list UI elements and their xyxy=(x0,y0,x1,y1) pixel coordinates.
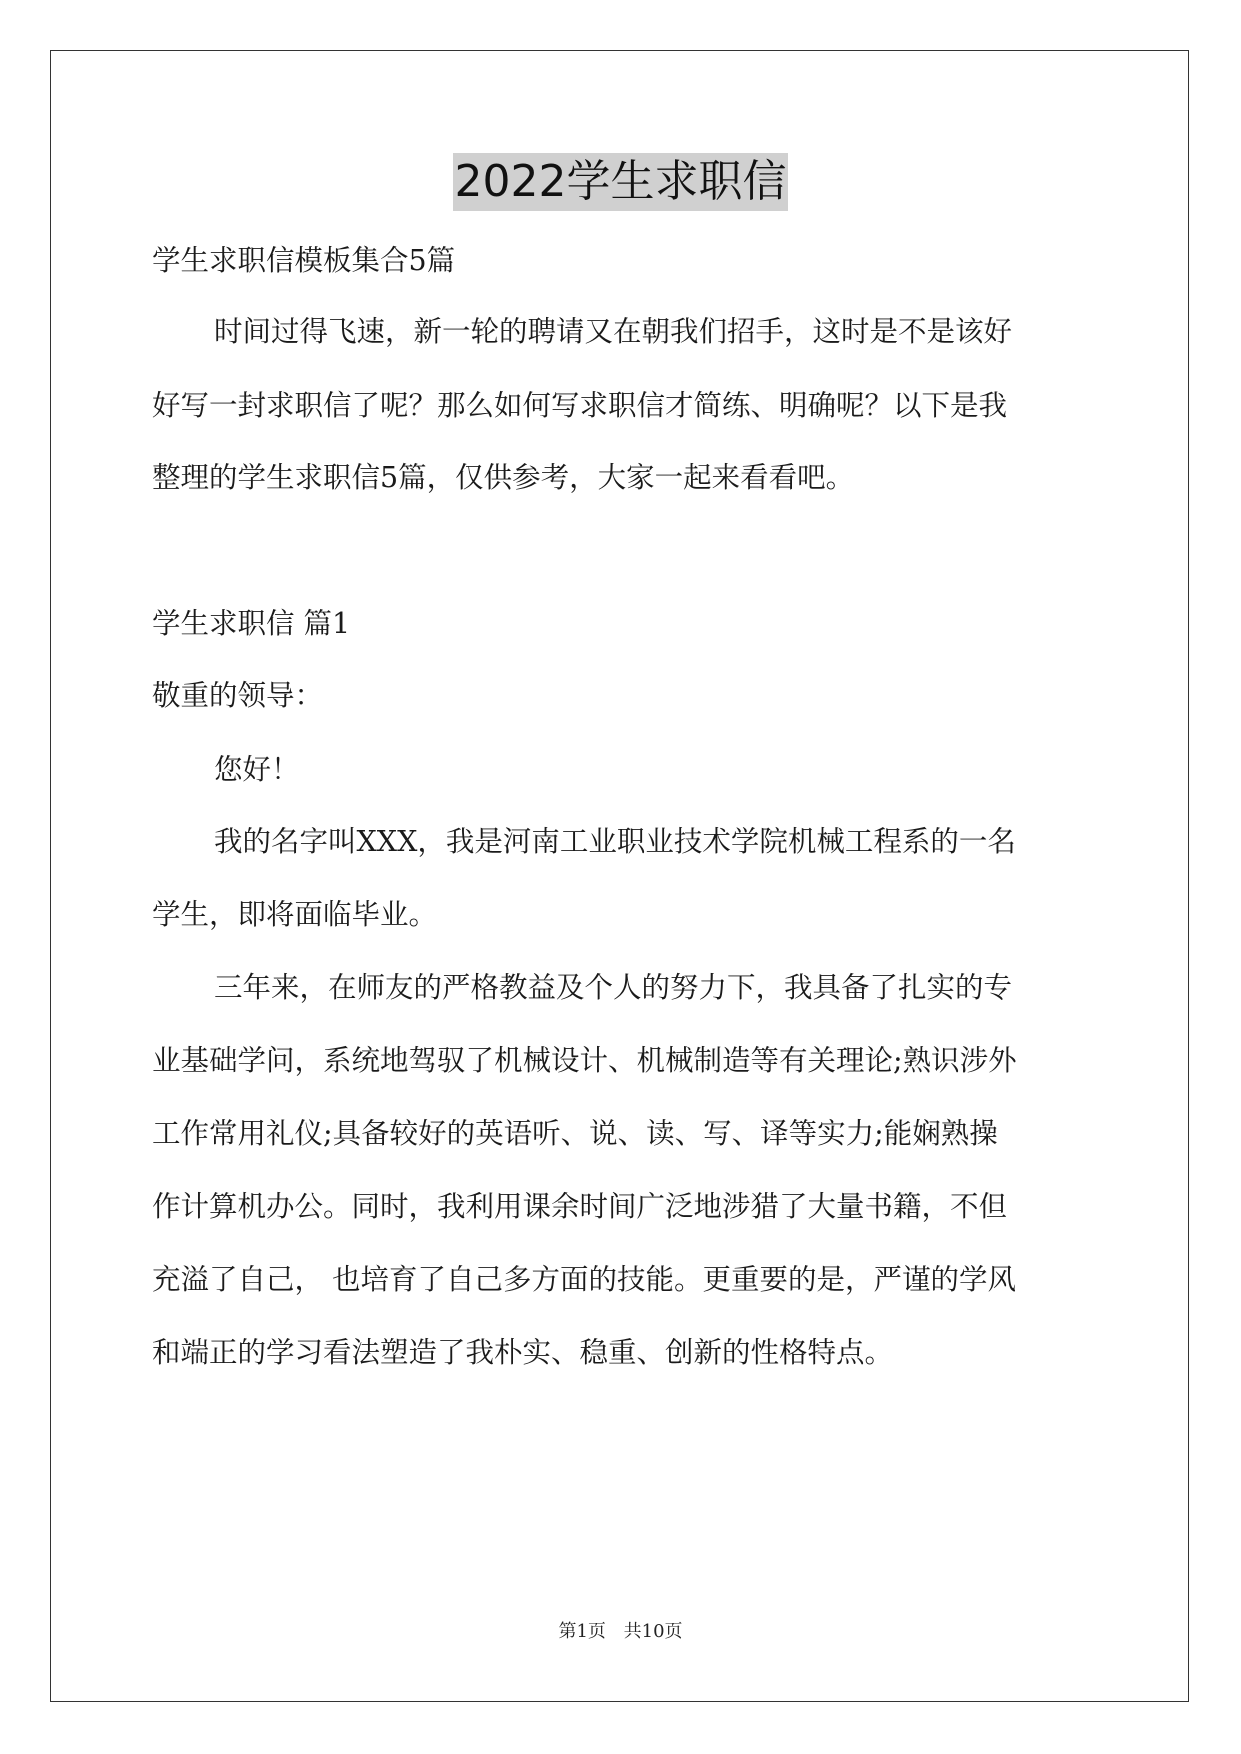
paragraph-line: 和端正的学习看法塑造了我朴实、稳重、创新的性格特点。 xyxy=(152,1336,894,1369)
title-container xyxy=(0,153,1241,211)
paragraph-line: 充溢了自己， 也培育了自己多方面的技能。更重要的是，严谨的学风 xyxy=(152,1263,1017,1296)
paragraph-line: 工作常用礼仪;具备较好的英语听、说、读、写、译等实力;能娴熟操 xyxy=(152,1117,998,1150)
salutation: 敬重的领导： xyxy=(152,679,324,712)
paragraph-line: 我的名字叫XXX，我是河南工业职业技术学院机械工程系的一名 xyxy=(214,825,1016,858)
page-footer xyxy=(0,1620,1241,1644)
greeting: 您好！ xyxy=(214,753,300,786)
paragraph-line: 作计算机办公。同时，我利用课余时间广泛地涉猎了大量书籍，不但 xyxy=(152,1190,1008,1223)
page-total: 共10页 xyxy=(623,1621,683,1642)
page-border xyxy=(50,50,1189,1702)
page-number: 第1页 xyxy=(558,1621,606,1642)
section-heading: 学生求职信 篇1 xyxy=(152,607,351,640)
paragraph-line: 三年来，在师友的严格教益及个人的努力下，我具备了扎实的专 xyxy=(214,971,1013,1004)
intro-line-2: 好写一封求职信了呢？那么如何写求职信才简练、明确呢？以下是我 xyxy=(152,389,1008,422)
document-title: 2022学生求职信 xyxy=(453,153,789,211)
subtitle-line: 学生求职信模板集合5篇 xyxy=(152,244,456,277)
intro-line-3: 整理的学生求职信5篇，仅供参考，大家一起来看看吧。 xyxy=(152,461,855,494)
paragraph-line: 业基础学问，系统地驾驭了机械设计、机械制造等有关理论;熟识涉外 xyxy=(152,1044,1017,1077)
intro-line-1: 时间过得飞速，新一轮的聘请又在朝我们招手，这时是不是该好 xyxy=(214,315,1013,348)
paragraph-line: 学生，即将面临毕业。 xyxy=(152,898,438,931)
